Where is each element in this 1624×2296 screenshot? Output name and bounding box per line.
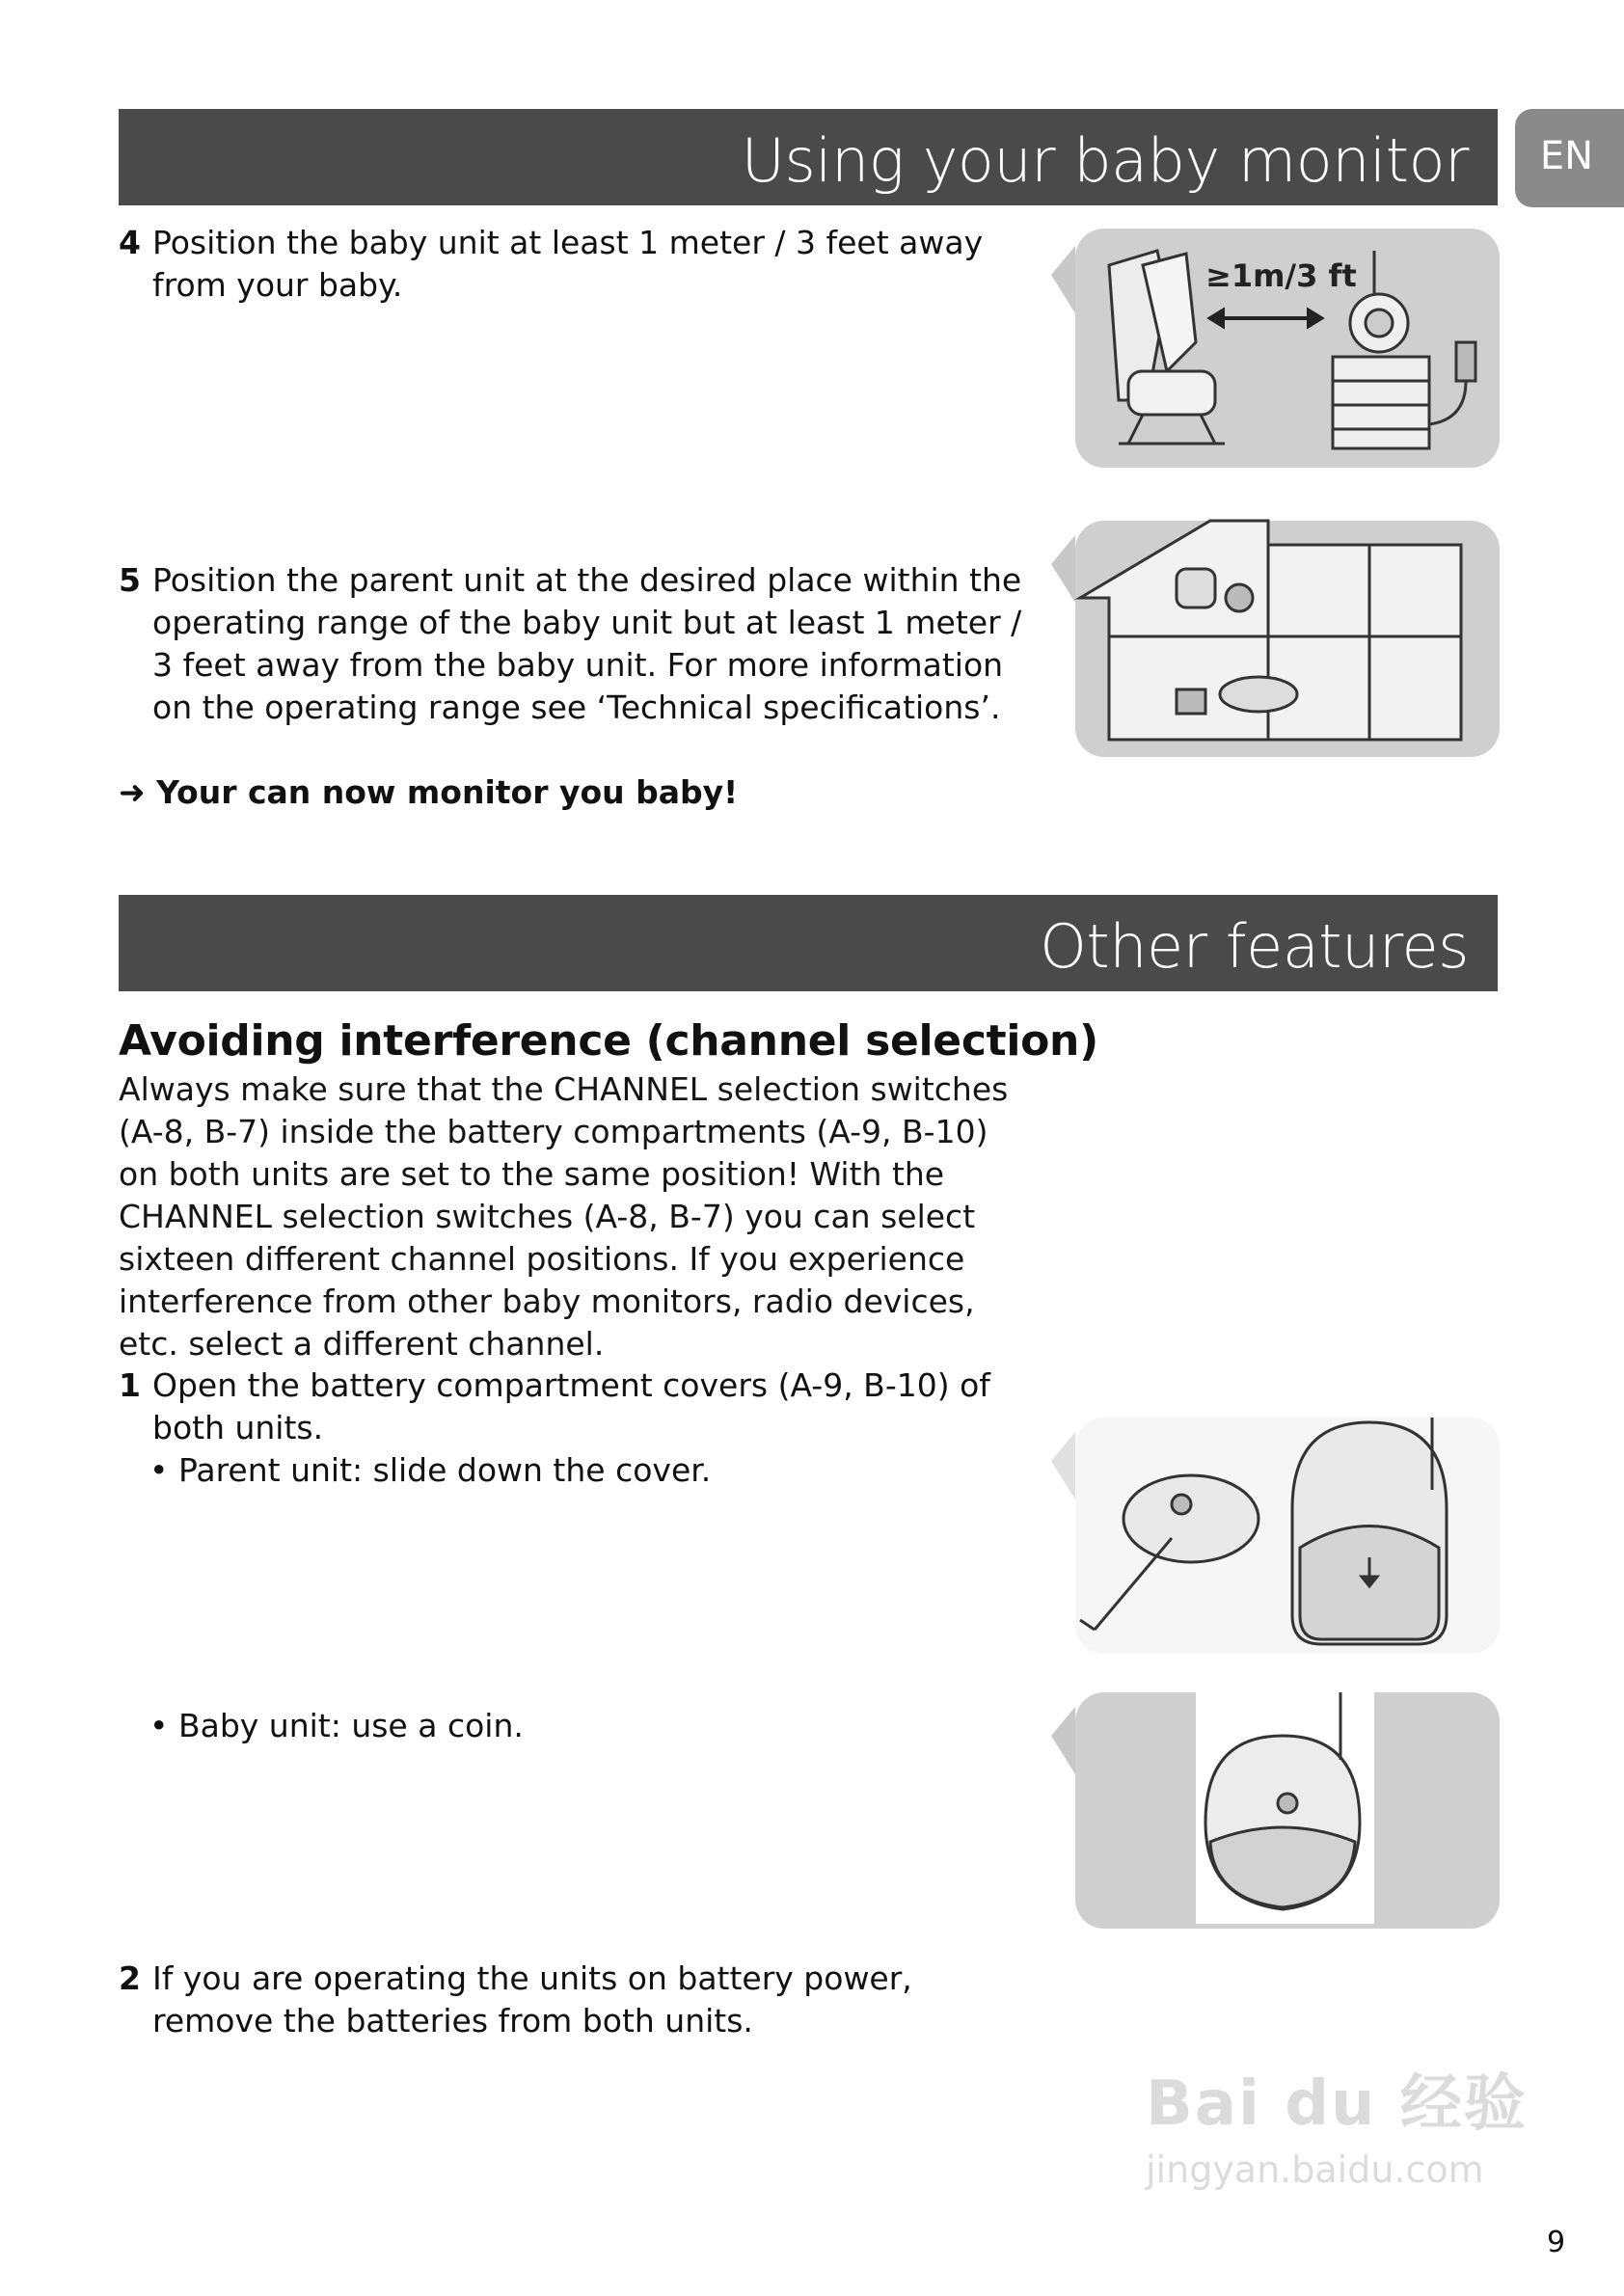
- step-text: Position the parent unit at the desired place within the operating range of the baby unit but at least 1 meter / 3 feet away from the baby unit. For more information on the operating range see ‘Technical specifications’.: [152, 561, 1022, 726]
- step-text: Position the baby unit at least 1 meter / 3 feet away from your baby.: [152, 224, 984, 304]
- arrow-icon: ➜: [119, 773, 146, 811]
- result-line: [119, 771, 738, 814]
- bullet-parent-unit: • Parent unit: slide down the cover.: [149, 1451, 712, 1489]
- language-tab: EN: [1515, 109, 1624, 207]
- step-number: 2: [119, 1959, 141, 1997]
- step-number: 5: [119, 561, 141, 599]
- section-title-using: Using your baby monitor: [119, 109, 1498, 205]
- step-number: 4: [119, 224, 141, 261]
- parent-unit-cover-illustration: [1051, 1413, 1504, 1659]
- step-number: 1: [119, 1366, 141, 1404]
- channel-intro: Always make sure that the CHANNEL selection switches (A-8, B-7) inside the battery compartments (A-9, B-10) on both units are set to the same position! With the CHANNEL selection switches (A-8, B-7) you can select sixteen different channel positions. If you experience interference from other baby monitors, radio devices, etc. select a different channel.: [119, 1070, 1009, 1363]
- step-4: [119, 222, 1006, 307]
- result-text: Your can now monitor you baby!: [156, 773, 739, 811]
- baby-unit-coin-illustration: [1051, 1688, 1504, 1933]
- baby-unit-distance-illustration: [1051, 227, 1504, 473]
- page-number: 9: [1547, 2226, 1566, 2259]
- watermark-brand: Bai du 经验: [1146, 2068, 1528, 2140]
- step-text: If you are operating the units on battery power, remove the batteries from both units.: [152, 1959, 912, 2039]
- watermark-url: jingyan.baidu.com: [1146, 2148, 1484, 2191]
- baidu-watermark: [1146, 2054, 1531, 2237]
- section-title-other: Other features: [119, 895, 1498, 991]
- step-2: [119, 1958, 1015, 2042]
- channel-heading: Avoiding interference (channel selection): [119, 1016, 1098, 1066]
- house-range-illustration: [1051, 516, 1504, 762]
- step-5: [119, 559, 1025, 729]
- distance-label: ≥1m/3 ft: [1205, 257, 1357, 294]
- step-1: [119, 1364, 1015, 1449]
- bullet-baby-unit: • Baby unit: use a coin.: [149, 1707, 524, 1744]
- step-text: Open the battery compartment covers (A-9, B-10) of both units.: [152, 1366, 990, 1446]
